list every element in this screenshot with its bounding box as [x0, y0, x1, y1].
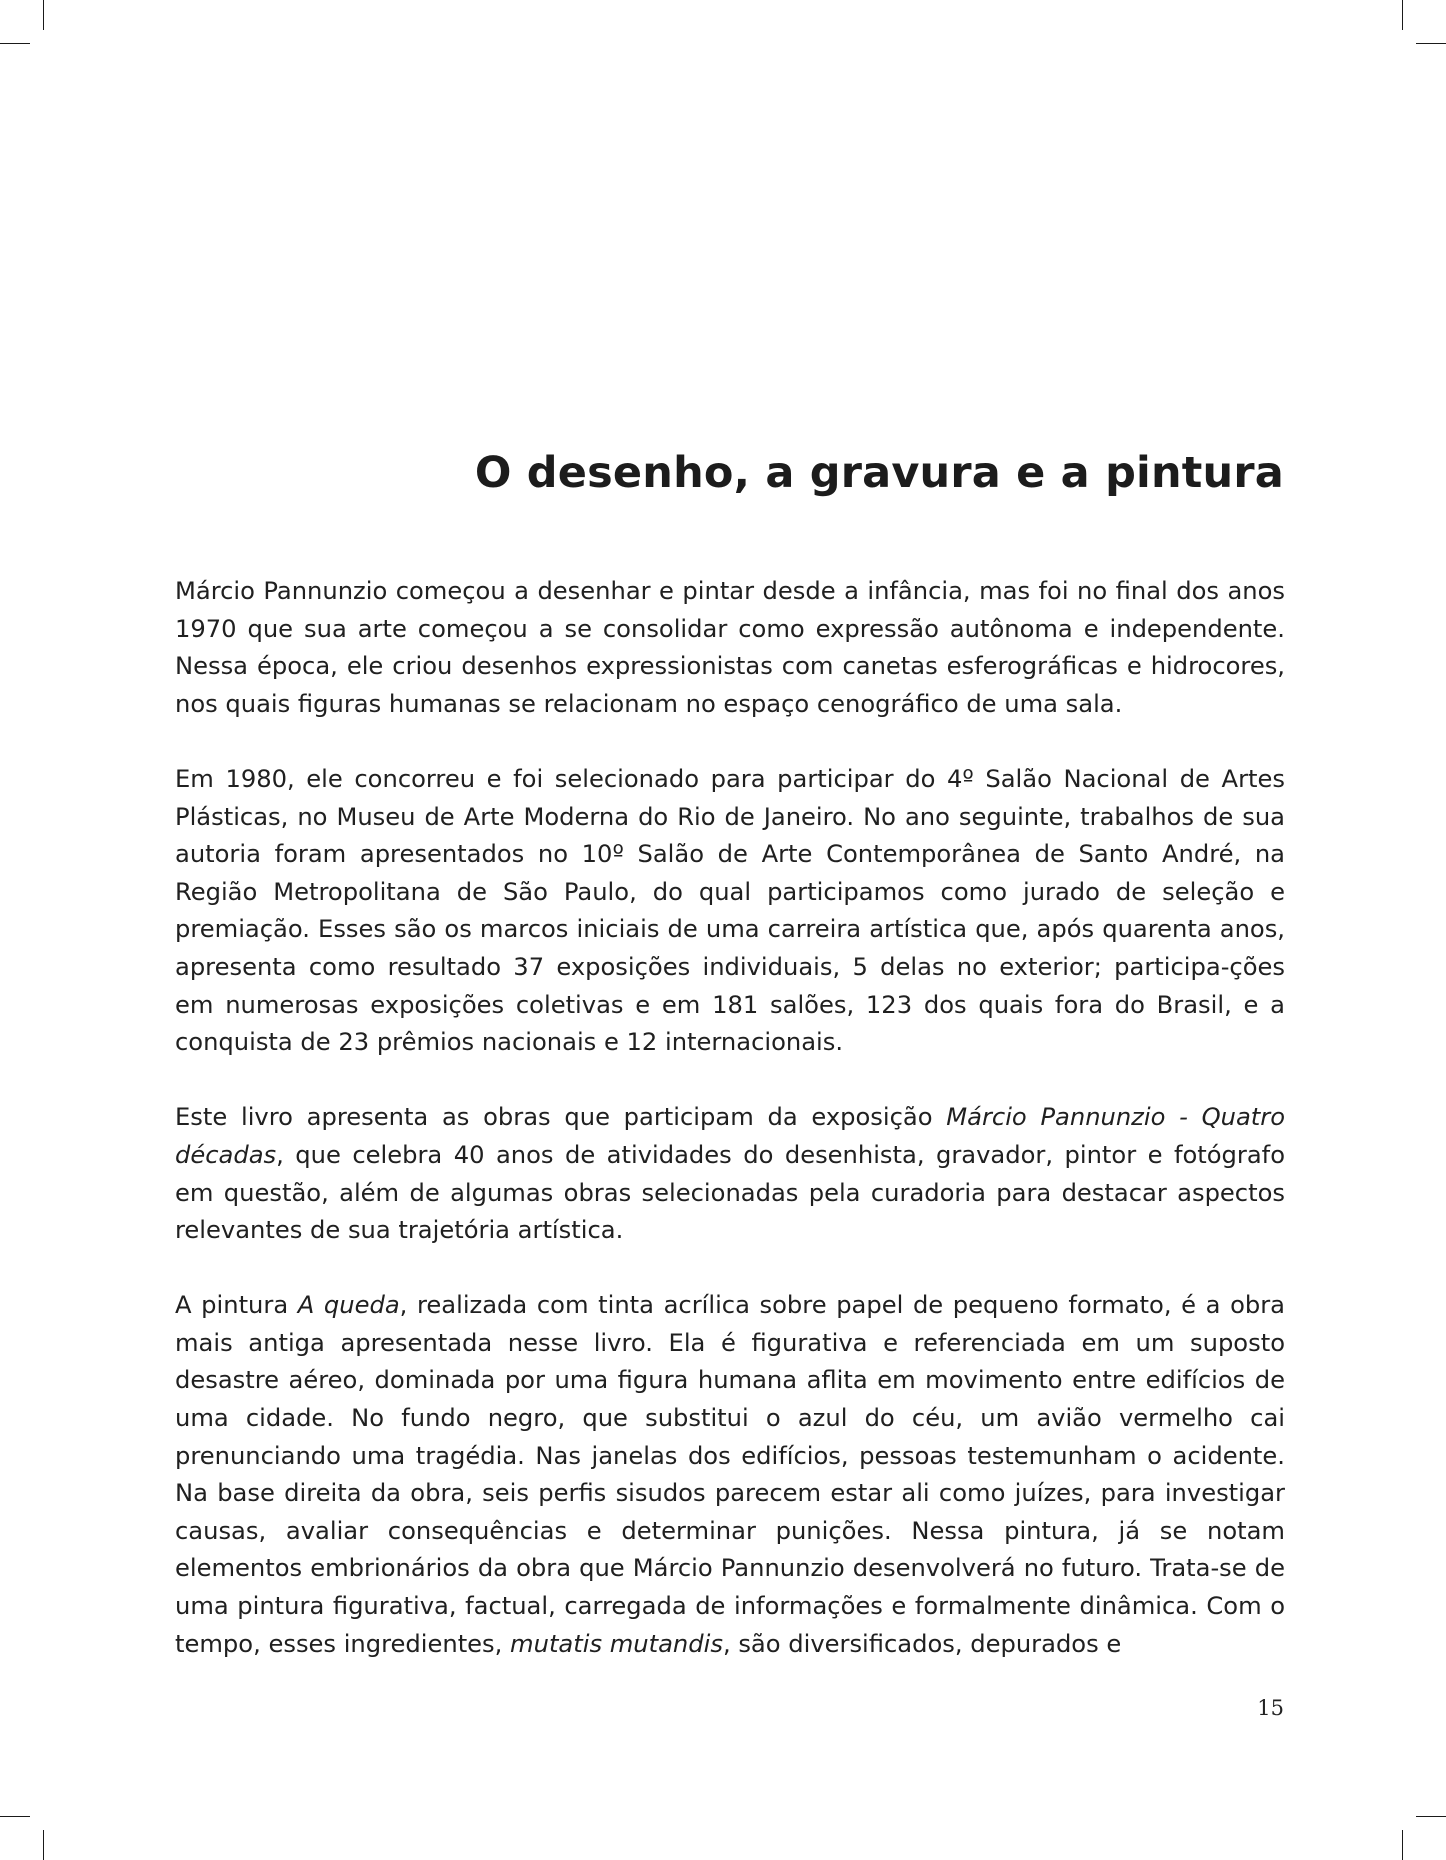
crop-mark-top-right-horizontal [1416, 43, 1446, 44]
crop-mark-bottom-left-vertical [43, 1830, 44, 1860]
paragraph-4-artwork-title: A queda [297, 1291, 400, 1320]
paragraph-2 [175, 761, 1285, 1062]
paragraph-4-text-c: , são diversificados, depurados e [722, 1629, 1122, 1658]
paragraph-3-text-a: Este livro apresenta as obras que participam da exposição [175, 1103, 947, 1132]
crop-mark-bottom-right-horizontal [1416, 1816, 1446, 1817]
page-number: 15 [1257, 1696, 1284, 1720]
paragraph-3-exhibition-title: Márcio Pannunzio - Quatro décadas [175, 1103, 1286, 1169]
crop-mark-top-left-vertical [43, 0, 44, 30]
crop-mark-bottom-right-vertical [1402, 1830, 1403, 1860]
paragraph-4 [175, 1287, 1285, 1663]
paragraph-1-text: Márcio Pannunzio começou a desenhar e pintar desde a infância, mas foi no final dos anos 1970 que sua arte começou a se consolidar como expressão autônoma e independente. Nessa época, ele criou desenhos expressionistas com canetas esferográficas e hidrocores, nos quais figuras humanas se relacionam no espaço cenográfico de uma sala. [175, 577, 1285, 718]
paragraph-4-latin-phrase: mutatis mutandis [510, 1629, 723, 1658]
crop-mark-top-right-vertical [1402, 0, 1403, 30]
chapter-title: O desenho, a gravura e a pintura [474, 448, 1284, 498]
paragraph-1 [175, 573, 1285, 723]
paragraph-4-text-a: A pintura [175, 1291, 298, 1320]
crop-mark-bottom-left-horizontal [0, 1816, 30, 1817]
crop-mark-top-left-horizontal [0, 43, 30, 44]
body-text [175, 573, 1285, 1663]
paragraph-2-text: Em 1980, ele concorreu e foi selecionado para participar do 4º Salão Nacional de Artes Plásticas, no Museu de Arte Moderna do Rio de Janeiro. No ano seguinte, trabalhos de sua autoria foram apresentados no 10º Salão de Arte Contemporânea de Santo André, na Região Metropolitana de São Paulo, do qual participamos como jurado de seleção e premiação. Esses são os marcos iniciais de uma carreira artística que, após quarenta anos, apresenta como resultado 37 exposições individuais, 5 delas no exterior; participa-ções em numerosas exposições coletivas e em 181 salões, 123 dos quais fora do Brasil, e a conquista de 23 prêmios nacionais e 12 internacionais. [175, 764, 1285, 1057]
paragraph-4-text-b: , realizada com tinta acrílica sobre papel de pequeno formato, é a obra mais antiga apresentada nesse livro. Ela é figurativa e referenciada em um suposto desastre aéreo, dominada por uma figura humana aflita em movimento entre edifícios de uma cidade. No fundo negro, que substitui o azul do céu, um avião vermelho cai prenunciando uma tragédia. Nas janelas dos edifícios, pessoas testemunham o acidente. Na base direita da obra, seis perfis sisudos parecem estar ali como juízes, para investigar causas, avaliar consequências e determinar punições. Nessa pintura, já se notam elementos embrionários da obra que Márcio Pannunzio desenvolverá no futuro. Trata-se de uma pintura figurativa, factual, carregada de informações e formalmente dinâmica. Com o tempo, esses ingredientes, [175, 1291, 1285, 1658]
paragraph-3 [175, 1099, 1285, 1249]
paragraph-3-text-b: , que celebra 40 anos de atividades do desenhista, gravador, pintor e fotógrafo em questão, além de algumas obras selecionadas pela curadoria para destacar aspectos relevantes de sua trajetória artística. [175, 1140, 1285, 1245]
